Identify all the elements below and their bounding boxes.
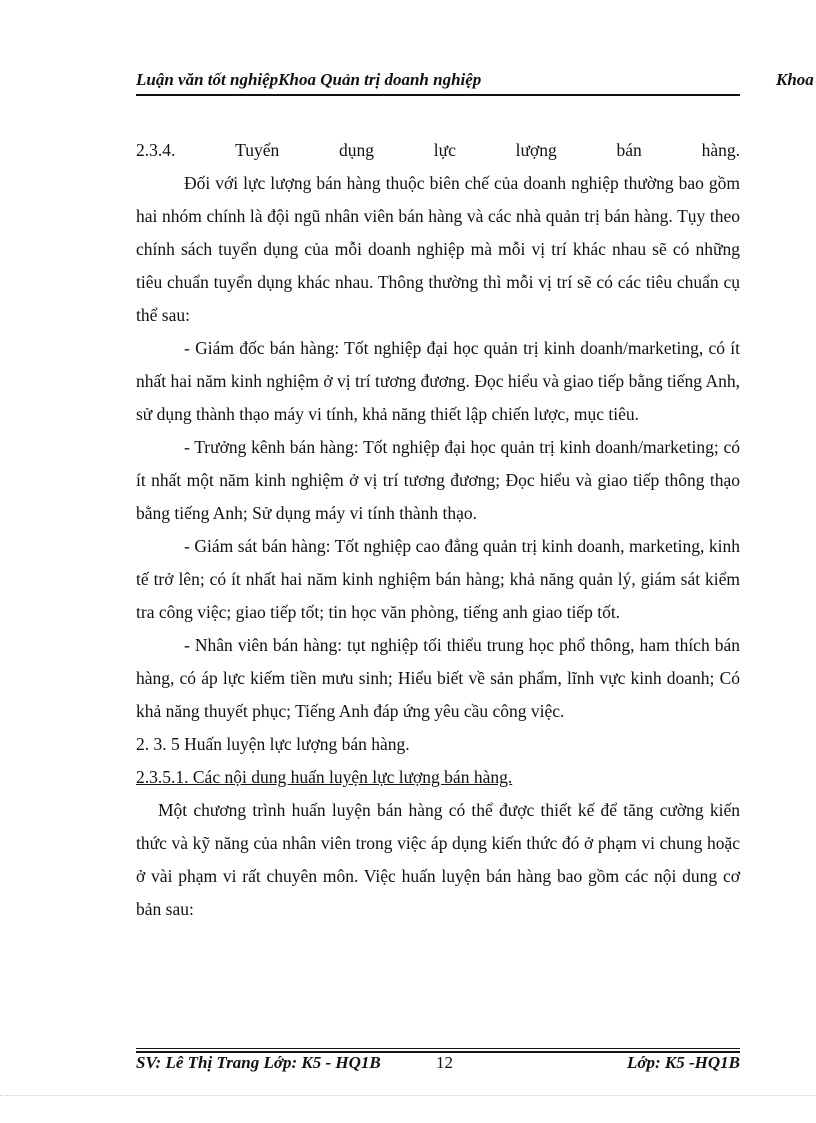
header-title: Luận văn tốt nghiệpKhoa Quản trị doanh nghiệp xyxy=(136,70,482,89)
header-divider xyxy=(136,94,740,96)
heading-word: hàng. xyxy=(701,140,740,160)
list-item-sales-director: - Giám đốc bán hàng: Tốt nghiệp đại học quản trị kinh doanh/marketing, có ít nhất hai năm kinh nghiệm ở vị trí tương đương. Đọc hiểu và giao tiếp bằng tiếng Anh, sử dụng thành thạo máy vi tính, khả năng thiết lập chiến lược, mục tiêu. xyxy=(136,338,740,424)
section-heading-2-3-4 xyxy=(136,134,740,167)
page-footer xyxy=(136,1053,740,1077)
footer-student-info: SV: Lê Thị Trang Lớp: K5 - HQ1B xyxy=(136,1053,381,1072)
page-header xyxy=(136,70,816,92)
heading-word: Tuyển xyxy=(235,140,280,160)
heading-word: lượng xyxy=(515,140,557,160)
heading-word: dụng xyxy=(339,140,374,160)
intro-paragraph: Đối với lực lượng bán hàng thuộc biên chế của doanh nghiệp thường bao gồm hai nhóm chính là đội ngũ nhân viên bán hàng và các nhà quản trị bán hàng. Tụy theo chính sách tuyển dụng của mỗi doanh nghiệp mà mỗi vị trí khác nhau sẽ có những tiêu chuẩn tuyển dụng khác nhau. Thông thường thì mỗi vị trí sẽ có các tiêu chuẩn cụ thể sau: xyxy=(136,173,740,325)
list-item-sales-staff: - Nhân viên bán hàng: tụt nghiệp tối thiểu trung học phổ thông, ham thích bán hàng, có áp lực kiếm tiền mưu sinh; Hiểu biết về sản phẩm, lĩnh vực kinh doanh; Có khả năng thuyết phục; Tiếng Anh đáp ứng yêu cầu công việc. xyxy=(136,635,740,721)
section-heading-2-3-5-1 xyxy=(136,761,740,794)
heading-word: 2.3.4. xyxy=(136,140,176,160)
training-paragraph: Một chương trình huấn luyện bán hàng có thể được thiết kế để tăng cường kiến thức và kỹ năng của nhân viên trong việc áp dụng kiến thức đó ở phạm vi chung hoặc ở vài phạm vi rất chuyên môn. Việc huấn luyện bán hàng bao gồm các nội dung cơ bản sau: xyxy=(136,800,740,919)
footer-divider-thin xyxy=(136,1048,740,1049)
header-right-text: Khoa xyxy=(776,70,814,89)
list-item-channel-head: - Trưởng kênh bán hàng: Tốt nghiệp đại học quản trị kinh doanh/marketing; có ít nhất một năm kinh nghiệm ở vị trí tương đương; Đọc hiểu và giao tiếp thông thạo bằng tiếng Anh; Sử dụng máy vi tính thành thạo. xyxy=(136,437,740,523)
page-bottom-dotted-line xyxy=(0,1095,816,1096)
section-heading-2-3-5: 2. 3. 5 Huấn luyện lực lượng bán hàng. xyxy=(136,734,410,754)
heading-word: lực xyxy=(433,140,456,160)
subsection-title: 2.3.5.1. Các nội dung huấn luyện lực lượng bán hàng. xyxy=(136,767,513,787)
document-body xyxy=(136,134,740,926)
heading-word: bán xyxy=(616,140,642,160)
footer-class-info: Lớp: K5 -HQ1B xyxy=(626,1053,740,1072)
list-item-sales-supervisor: - Giám sát bán hàng: Tốt nghiệp cao đẳng quản trị kinh doanh, marketing, kinh tế trở lên; có ít nhất hai năm kinh nghiệm bán hàng; khả năng quản lý, giám sát kiểm tra công việc; giao tiếp tốt; tin học văn phòng, tiếng anh giao tiếp tốt. xyxy=(136,536,740,622)
page-number: 12 xyxy=(436,1053,453,1072)
